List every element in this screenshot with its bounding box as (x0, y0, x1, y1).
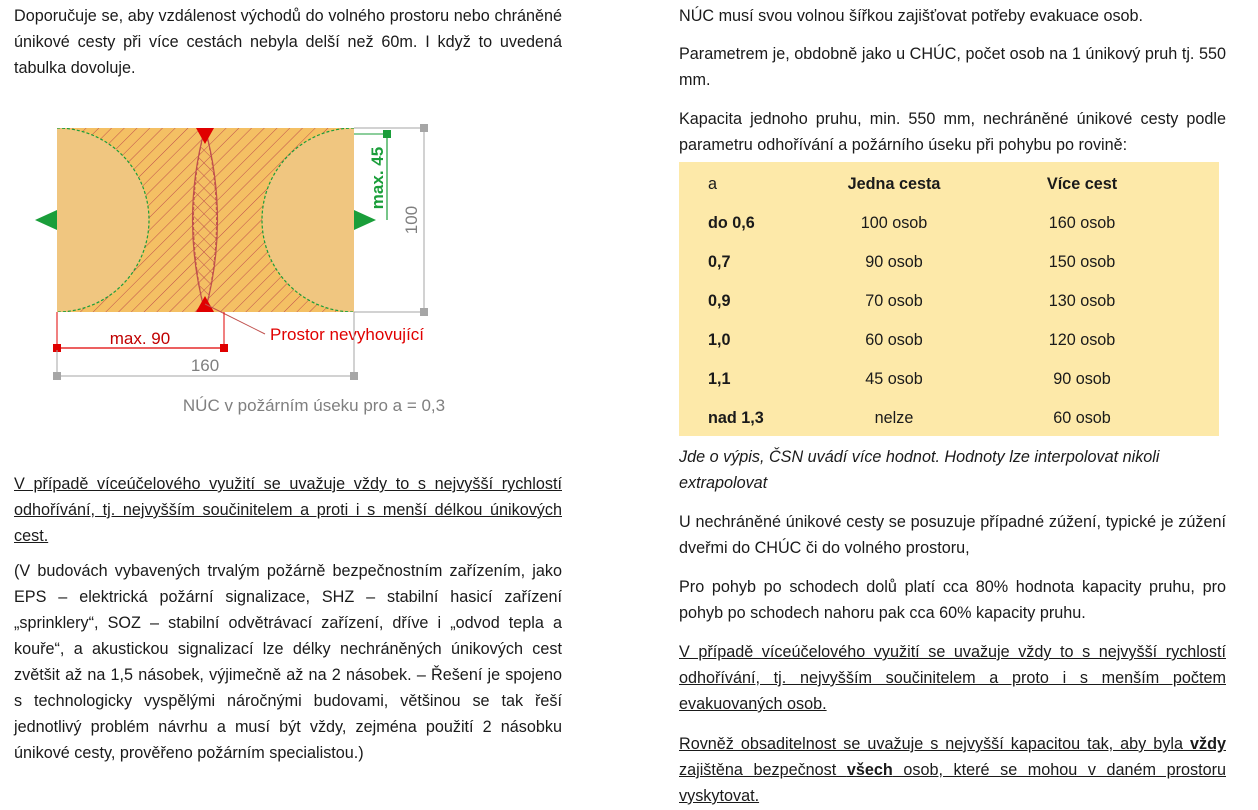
capacity-table (679, 162, 1219, 436)
multiuse-paragraph: V případě víceúčelového využití se uvažuje vždy to s nejvyšší rychlostí odhořívání, tj. nejvyšším součinitelem a proti i s menší délkou únikových cest. (14, 475, 562, 545)
row-more-routes-value: 60 osob (1053, 409, 1111, 427)
row-more-routes-value: 150 osob (1048, 253, 1116, 271)
nuc-diagram (0, 112, 470, 417)
parameter-paragraph: Parametrem je, obdobně jako u CHÚC, počet osob na 1 únikový pruh tj. 550 mm. (679, 45, 1226, 89)
row-one-route-value: 90 osob (865, 253, 923, 271)
intro-paragraph: Doporučuje se, aby vzdálenost východů do volného prostoru nebo chráněné únikové cesty při více cestách nebyla delší než 60m. I když to uvedená tabulka dovoluje. (14, 7, 562, 77)
dim-160-label: 160 (190, 356, 220, 375)
table-row (679, 399, 1219, 438)
right-exit-arrow-icon (354, 210, 376, 230)
occupancy-text-2: zajištěna bezpečnost (679, 761, 847, 779)
col-header-more-routes: Více cest (1046, 175, 1118, 193)
row-one-route-value: 70 osob (865, 292, 923, 310)
capacity-paragraph: Kapacita jednoho pruhu, min. 550 mm, nechráněné únikové cesty podle parametru odhořívání a požárního úseku při pohybu po rovině: (679, 110, 1226, 154)
table-header-row (679, 165, 1219, 204)
table-note: Jde o výpis, ČSN uvádí více hodnot. Hodnoty lze interpolovat nikoli extrapolovat (679, 448, 1160, 492)
table-row (679, 204, 1219, 243)
dim-max45-label: max. 45 (368, 146, 387, 210)
table-row (679, 360, 1219, 399)
table-row (679, 243, 1219, 282)
stairs-paragraph: Pro pohyb po schodech dolů platí cca 80% hodnota kapacity pruhu, pro pohyb po schodech nahoru pak cca 60% kapacity pruhu. (679, 578, 1226, 622)
row-more-routes-value: 160 osob (1048, 214, 1116, 232)
row-a-value: nad 1,3 (708, 409, 764, 427)
row-a-value: 0,7 (708, 253, 731, 271)
nuc-width-paragraph: NÚC musí svou volnou šířkou zajišťovat potřeby evakuace osob. (679, 7, 1144, 25)
col-header-one-route: Jedna cesta (847, 175, 941, 193)
nuc-diagram-svg (0, 112, 470, 412)
diagram-caption: NÚC v požárním úseku pro a = 0,3 (182, 396, 446, 415)
occupancy-paragraph (679, 731, 1226, 809)
left-exit-arrow-icon (35, 210, 57, 230)
col-header-a: a (708, 175, 718, 193)
equipment-paragraph: (V budovách vybavených trvalým požárně bezpečnostním zařízením, jako EPS – elektrická požární signalizace, SHZ – stabilní hasicí zařízení „sprinklery“, SOZ – stabilní odvětrávací zařízení, dříve i „odvod tepla a kouře“, a akustickou signalizací lze délky nechráněných únikových cest zvětšit až na 1,5 násobek, výjimečně až na 2 násobek. – Řešení je spojeno s technologicky vyspělými náročnými budovami, většinou se tak řeší jednotlivý problém návrhu a musí být vždy, zejména použití 2 násobku únikové cesty, prověřeno požárním specialistou.) (14, 562, 562, 762)
occupancy-bold-always: vždy (1190, 735, 1226, 753)
row-more-routes-value: 120 osob (1048, 331, 1116, 349)
occupancy-text-1: Rovněž obsaditelnost se uvažuje s nejvyšší kapacitou tak, aby byla (679, 735, 1190, 753)
multiuse-right-paragraph: V případě víceúčelového využití se uvažuje vždy to s nejvyšší rychlostí odhořívání, tj. nejvyšším součinitelem a proto i s menším počtem evakuovaných osob. (679, 643, 1226, 713)
dim-100-label: 100 (402, 205, 421, 235)
left-lower (14, 471, 562, 766)
dim-max90-label: max. 90 (109, 329, 171, 348)
row-one-route-value: nelze (874, 409, 914, 427)
table-row (679, 321, 1219, 360)
row-more-routes-value: 130 osob (1048, 292, 1116, 310)
row-more-routes-value: 90 osob (1053, 370, 1111, 388)
row-a-value: 1,1 (708, 370, 731, 388)
row-a-value: 1,0 (708, 331, 731, 349)
row-a-value: 0,9 (708, 292, 731, 310)
unsuitable-zone-label: Prostor nevyhovující (270, 325, 425, 344)
table-row (679, 282, 1219, 321)
occupancy-bold-all: všech (846, 761, 893, 779)
row-one-route-value: 100 osob (860, 214, 928, 232)
row-one-route-value: 60 osob (865, 331, 923, 349)
row-a-value: do 0,6 (708, 214, 755, 232)
occupancy-text-3: osob, které se mohou v daném prostoru vyskytovat. (679, 761, 1226, 805)
row-one-route-value: 45 osob (865, 370, 923, 388)
narrowing-paragraph: U nechráněné únikové cesty se posuzuje případné zúžení, typické je zúžení dveřmi do CHÚC či do volného prostoru, (679, 513, 1226, 557)
